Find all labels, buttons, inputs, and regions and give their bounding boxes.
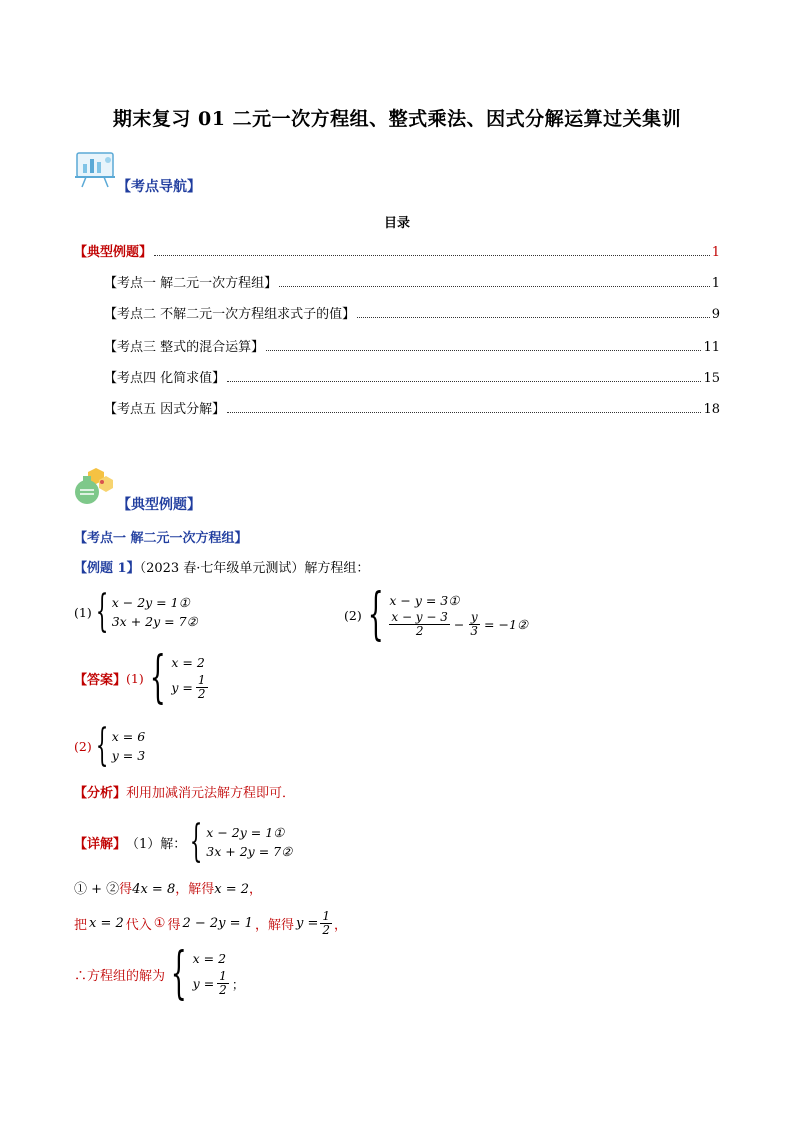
toc-leader [266,350,701,351]
example-line [74,557,369,576]
brace-icon: { [95,586,109,637]
step-text: 得 [119,882,133,897]
toc-item-label: 【考点二 不解二元一次方程组求式子的值】 [104,307,356,322]
toc-item-4[interactable] [104,368,720,386]
brace-icon: { [95,720,109,771]
toc-main-page: 1 [711,245,720,260]
analysis-line [74,782,295,801]
step-expression: x = 2 [214,882,249,897]
step-expression: ① + ② [74,882,120,897]
brace-icon: { [189,816,203,867]
detail-line-3 [74,941,245,1006]
frac-numerator: x − y − 3 [391,609,448,624]
frac-numerator: y [470,609,478,624]
toc-item-page: 18 [703,402,720,417]
answer-2 [74,720,146,771]
toc-item-page: 15 [703,371,720,386]
step-text: 代入 [125,917,152,933]
frac-numerator: 1 [219,969,227,984]
toc-item-page: 1 [711,276,720,291]
toc-item-3[interactable] [104,337,720,355]
brace-icon: { [367,582,384,647]
answer-2-number: (2) [74,738,92,754]
answer-1-number: (1) [126,670,144,686]
step-expression: y = [295,915,319,931]
analysis-tag: 【分析】 [74,786,127,801]
toc-title: 目录 [383,216,410,231]
detail-line-2 [74,910,347,936]
answer-tag: 【答案】 [74,672,127,688]
toc-main-label: 【典型例题】 [74,245,153,260]
toc-leader [227,412,701,413]
minus-sign: − [453,616,465,632]
brace-icon: { [149,645,166,710]
answer-2-y: y = 3 [111,748,146,763]
solution-x: x = 2 [192,951,227,967]
frac-denominator: 2 [322,922,330,937]
toc-item-page: 9 [711,307,720,322]
answer-1 [74,645,208,710]
page-title: 期末复习 01 二元一次方程组、整式乘法、因式分解运算过关集训 [112,108,682,130]
kaodian-heading: 【考点一 解二元一次方程组】 [74,531,248,546]
toc-item-label: 【考点一 解二元一次方程组】 [104,276,278,291]
frac-denominator: 3 [470,623,479,638]
toc-leader [227,381,701,382]
toc-item-label: 【考点四 化简求值】 [104,371,226,386]
frac-numerator: 1 [197,673,206,688]
detail-eq2: 3x + 2y = 7② [206,844,293,859]
problem-1-system [74,586,198,637]
detail-system [74,816,293,867]
toc-leader [357,317,710,318]
presentation-board-icon [74,150,116,188]
example-tag: 【例题 1】 [74,561,140,576]
circled-one: ① [153,915,166,931]
solution-y: y = [192,976,215,991]
problem-2-system [344,582,529,647]
problem-2-rhs: = −1② [484,616,529,632]
frac-denominator: 2 [415,623,424,638]
frac-denominator: 2 [219,983,227,997]
answer-1-y: y = [171,680,193,695]
step-text: ； [231,976,245,992]
step-expression: 2 − 2y = 1 [182,915,253,931]
problem-2-eq1: x − y = 3① [389,592,460,608]
toc-item-2[interactable] [104,304,720,322]
step-text: 把 [74,917,88,933]
step-text: 得 [167,917,181,933]
brace-icon: { [170,941,187,1006]
toc-item-page: 11 [703,340,720,355]
toc-item-label: 【考点三 整式的混合运算】 [104,340,265,355]
nav-heading: 【考点导航】 [117,179,201,195]
step-expression: x = 2 [89,915,124,931]
frac-numerator: 1 [322,909,330,923]
section-heading: 【典型例题】 [117,497,201,513]
step-text: ， [333,917,347,933]
example-source: （2023 春·七年级单元测试）解方程组： [139,561,370,576]
problem-2-number: (2) [344,607,362,623]
problem-1-eq1: x − 2y = 1① [111,595,190,610]
problem-1-number: (1) [74,604,92,620]
toc-leader [279,286,710,287]
toc-item-label: 【考点五 因式分解】 [104,402,226,417]
step-expression: 4x = 8 [132,882,176,897]
detail-line-1 [74,878,262,897]
step-text: ，解得 [175,882,215,897]
step-text: ， [249,882,263,897]
answer-2-x: x = 6 [111,729,146,744]
toc-item-5[interactable] [104,399,720,417]
toc-leader [154,255,710,256]
toc-item-1[interactable] [104,273,720,291]
problem-1-eq2: 3x + 2y = 7② [111,614,198,629]
detail-eq1: x − 2y = 1① [206,825,285,840]
toc-main-entry[interactable] [74,242,720,260]
detail-intro: （1）解： [126,836,187,852]
answer-1-x: x = 2 [171,655,205,671]
analysis-text: 利用加减消元法解方程即可． [126,786,296,801]
detail-tag: 【详解】 [74,836,127,852]
flask-icon [72,466,116,506]
step-text: ∴方程组的解为 [74,968,166,984]
frac-denominator: 2 [197,687,206,701]
step-text: ，解得 [254,917,294,933]
